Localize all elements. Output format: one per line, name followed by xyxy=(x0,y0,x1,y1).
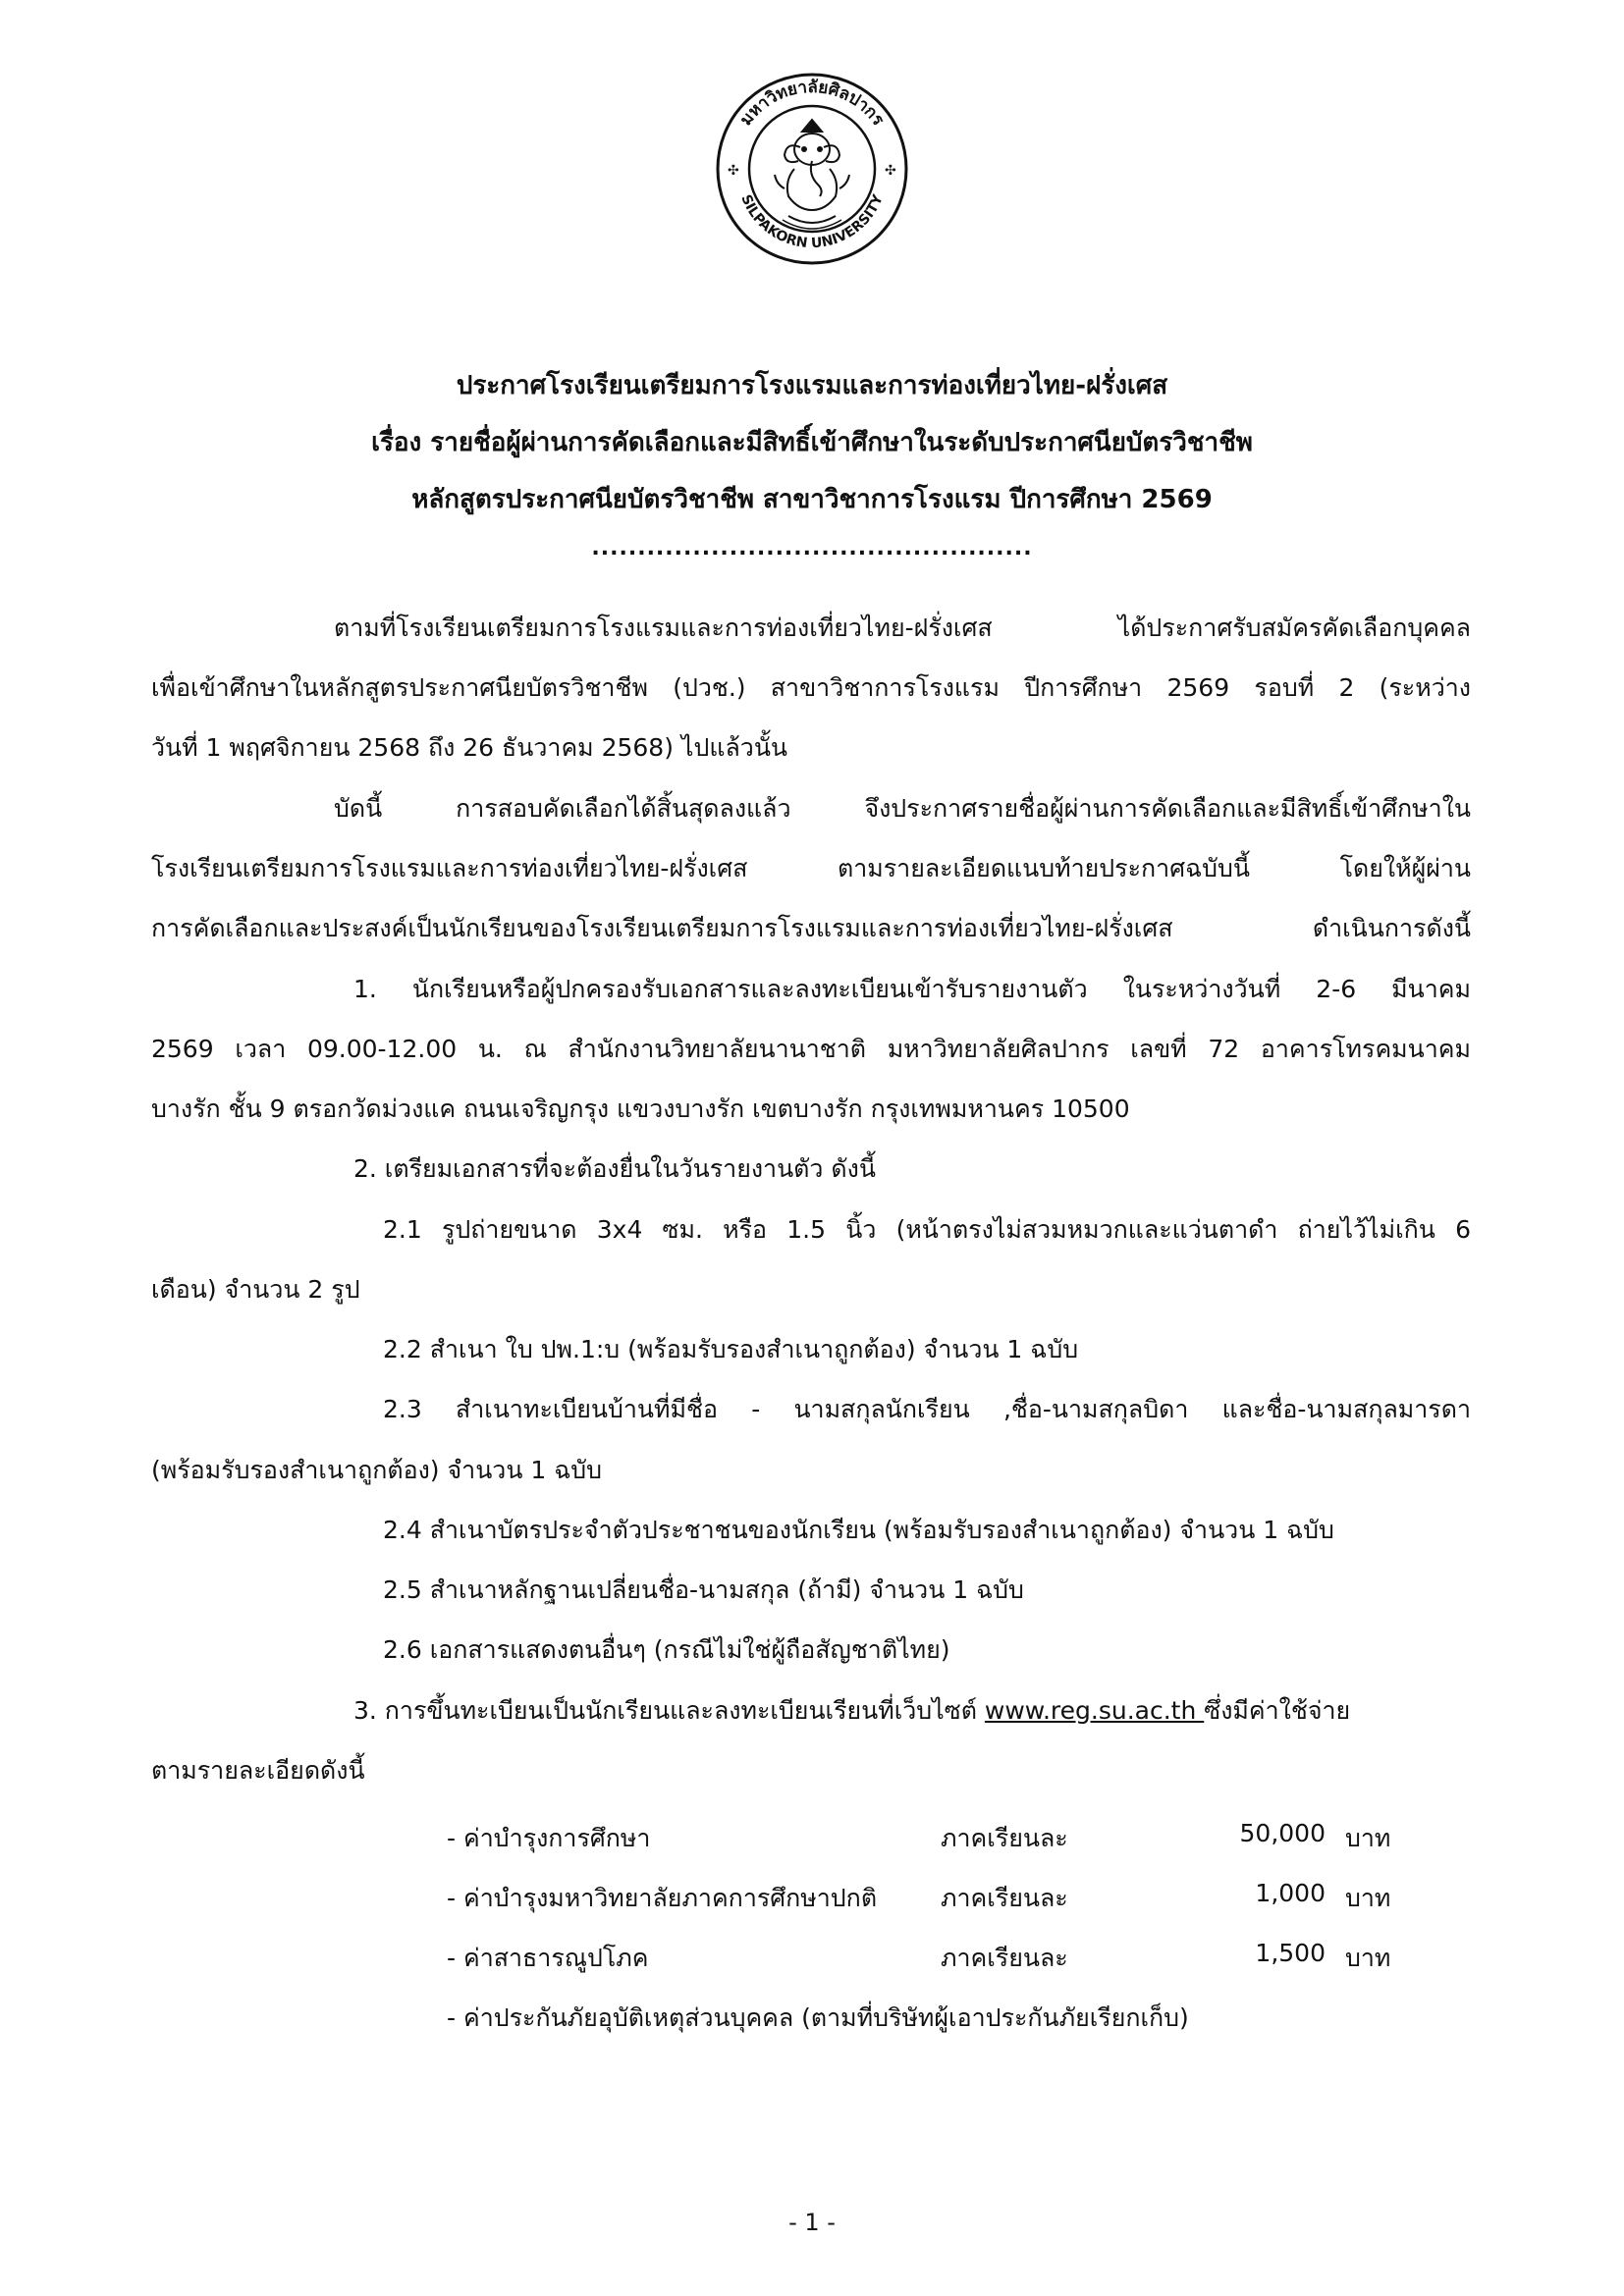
paragraph-2-line-1: บัดนี้ การสอบคัดเลือกได้สิ้นสุดลงแล้ว จึงประกาศรายชื่อผู้ผ่านการคัดเลือกและมีสิทธิ์เข้าศึกษาใน xyxy=(334,794,1471,823)
page-number: - 1 - xyxy=(788,2209,836,2236)
item-2-2: 2.2 สำเนา ใบ ปพ.1:บ (พร้อมรับรองสำเนาถูกต้อง) จำนวน 1 ฉบับ xyxy=(383,1335,1079,1363)
item-1-line-3: บางรัก ชั้น 9 ตรอกวัดม่วงแค ถนนเจริญกรุง แขวงบางรัก เขตบางรัก กรุงเทพมหานคร 10500 xyxy=(151,1095,1130,1123)
item-1-line-1: 1. นักเรียนหรือผู้ปกครองรับเอกสารและลงทะเบียนเข้ารับรายงานตัว ในระหว่างวันที่ 2-6 มีนาคม xyxy=(353,975,1471,1003)
paragraph-1-line-1: ตามที่โรงเรียนเตรียมการโรงแรมและการท่องเที่ยวไทย-ฝรั่งเศส ได้ประกาศรับสมัครคัดเลือกบุคคล xyxy=(334,614,1471,642)
fee-currency: บาท xyxy=(1345,1824,1391,1852)
registration-website-link[interactable]: www.reg.su.ac.th xyxy=(984,1696,1205,1725)
item-3-line-1 xyxy=(353,1698,1350,1723)
announcement-title: ประกาศโรงเรียนเตรียมการโรงแรมและการท่องเที่ยวไทย-ฝรั่งเศส xyxy=(456,371,1168,400)
seal-graphic xyxy=(714,71,910,267)
fee-label: - ค่าประกันภัยอุบัติเหตุส่วนบุคคล (ตามที่บริษัทผู้เอาประกันภัยเรียกเก็บ) xyxy=(447,2003,1189,2032)
svg-text:✣: ✣ xyxy=(885,163,896,179)
fee-unit: ภาคเรียนละ xyxy=(941,1884,1068,1912)
fee-unit: ภาคเรียนละ xyxy=(941,1824,1068,1852)
seal-bottom-text: SILPAKORN UNIVERSITY xyxy=(737,192,887,252)
svg-text:SILPAKORN UNIVERSITY xyxy=(737,191,887,251)
fee-unit: ภาคเรียนละ xyxy=(941,1944,1068,1972)
item-2-1-line-1: 2.1 รูปถ่ายขนาด 3x4 ซม. หรือ 1.5 นิ้ว (หน้าตรงไม่สวมหมวกและแว่นตาดำ ถ่ายไว้ไม่เกิน 6 xyxy=(383,1215,1471,1244)
item-2-1-line-2: เดือน) จำนวน 2 รูป xyxy=(151,1275,360,1304)
item-2-6: 2.6 เอกสารแสดงตนอื่นๆ (กรณีไม่ใช่ผู้ถือสัญชาติไทย) xyxy=(383,1635,950,1664)
item-3-text-end: ซึ่งมีค่าใช้จ่าย xyxy=(1204,1696,1351,1725)
paragraph-1-line-3: วันที่ 1 พฤศจิกายน 2568 ถึง 26 ธันวาคม 2568) ไปแล้วนั้น xyxy=(151,733,788,762)
item-3-line-2: ตามรายละเอียดดังนี้ xyxy=(151,1756,365,1785)
item-3-text: 3. การขึ้นทะเบียนเป็นนักเรียนและลงทะเบียนเรียนที่เว็บไซต์ xyxy=(353,1696,985,1725)
item-2-5: 2.5 สำเนาหลักฐานเปลี่ยนชื่อ-นามสกุล (ถ้ามี) จำนวน 1 ฉบับ xyxy=(383,1575,1024,1604)
item-1-line-2: 2569 เวลา 09.00-12.00 น. ณ สำนักงานวิทยาลัยนานาชาติ มหาวิทยาลัยศิลปากร เลขที่ 72 อาคารโทรคมนาคม xyxy=(151,1035,1471,1063)
paragraph-2-line-2: โรงเรียนเตรียมการโรงแรมและการท่องเที่ยวไทย-ฝรั่งเศส ตามรายละเอียดแนบท้ายประกาศฉบับนี้ โดยให้ผู้ผ่าน xyxy=(151,854,1471,882)
item-2-3-line-2: (พร้อมรับรองสำเนาถูกต้อง) จำนวน 1 ฉบับ xyxy=(151,1456,602,1484)
fee-amount: 50,000 xyxy=(1239,1819,1326,1847)
fee-label: - ค่าบำรุงมหาวิทยาลัยภาคการศึกษาปกติ xyxy=(447,1884,878,1912)
item-2-4: 2.4 สำเนาบัตรประจำตัวประชาชนของนักเรียน (พร้อมรับรองสำเนาถูกต้อง) จำนวน 1 ฉบับ xyxy=(383,1516,1334,1544)
fee-amount: 1,000 xyxy=(1255,1879,1326,1907)
fee-currency: บาท xyxy=(1345,1944,1391,1972)
fee-amount: 1,500 xyxy=(1255,1939,1326,1967)
paragraph-2-line-3: การคัดเลือกและประสงค์เป็นนักเรียนของโรงเรียนเตรียมการโรงแรมและการท่องเที่ยวไทย-ฝรั่งเศส ดำเนินการดังนี้ xyxy=(151,914,1471,942)
announcement-subject: เรื่อง รายชื่อผู้ผ่านการคัดเลือกและมีสิทธิ์เข้าศึกษาในระดับประกาศนียบัตรวิชาชีพ xyxy=(371,428,1253,457)
title-separator: ................................................ xyxy=(591,536,1033,561)
fee-label: - ค่าสาธารณูปโภค xyxy=(447,1944,649,1972)
fee-currency: บาท xyxy=(1345,1884,1391,1912)
announcement-program: หลักสูตรประกาศนียบัตรวิชาชีพ สาขาวิชาการโรงแรม ปีการศึกษา 2569 xyxy=(411,485,1213,514)
fee-label: - ค่าบำรุงการศึกษา xyxy=(447,1824,651,1852)
silpakorn-university-seal xyxy=(714,71,910,267)
svg-text:✣: ✣ xyxy=(728,163,739,179)
item-2-heading: 2. เตรียมเอกสารที่จะต้องยื่นในวันรายงานตัว ดังนี้ xyxy=(353,1154,876,1183)
seal-top-text: มหาวิทยาลัยศิลปากร xyxy=(735,77,889,130)
item-2-3-line-1: 2.3 สำเนาทะเบียนบ้านที่มีชื่อ - นามสกุลนักเรียน ,ชื่อ-นามสกุลบิดา และชื่อ-นามสกุลมารดา xyxy=(383,1395,1471,1423)
paragraph-1-line-2: เพื่อเข้าศึกษาในหลักสูตรประกาศนียบัตรวิชาชีพ (ปวช.) สาขาวิชาการโรงแรม ปีการศึกษา 2569 รอบที่ 2 (ระหว่าง xyxy=(151,673,1471,702)
